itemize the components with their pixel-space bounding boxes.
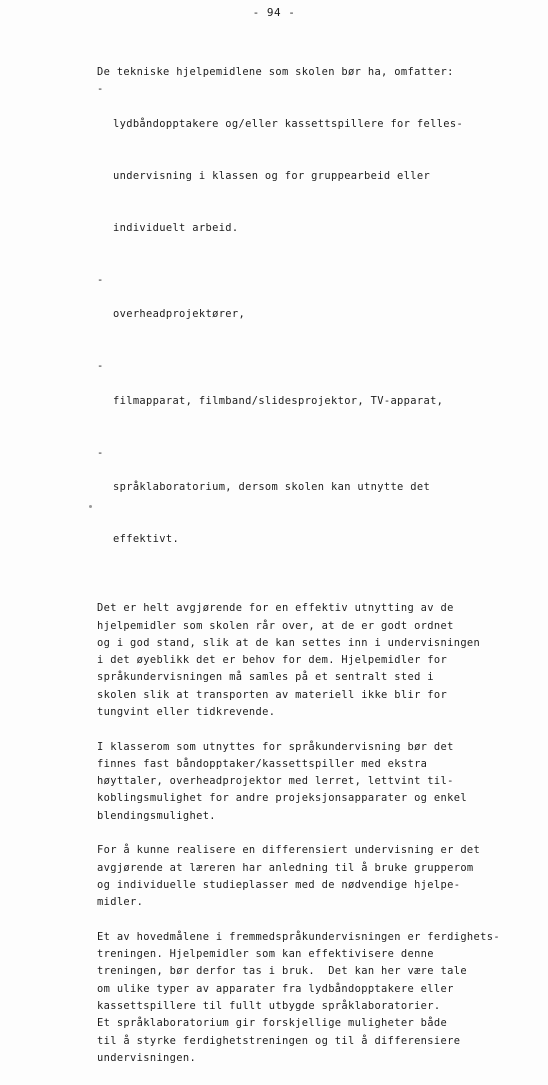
text-line: språklaboratorium, dersom skolen kan utnytte det: [113, 481, 431, 494]
text-line: effektivt.: [113, 533, 180, 546]
page-number: - 94 -: [252, 6, 296, 19]
text-line: og i god stand, slik at de kan settes inn i undervisningen: [97, 636, 481, 649]
text-line: treningen. Hjelpemidler som kan effektivisere denne: [97, 948, 434, 961]
bullet-dash: -: [97, 360, 104, 373]
intro-block: [97, 64, 525, 583]
paragraph: [97, 739, 525, 825]
bullet-dash: -: [97, 446, 104, 459]
text-line: I klasserom som utnyttes for språkundervisning bør det: [97, 740, 454, 753]
text-line: koblingsmulighet for andre projeksjonsapparater og enkel: [97, 792, 467, 805]
text-line: filmapparat, filmband/slidesprojektor, TV-apparat,: [113, 394, 444, 407]
text-line: høyttaler, overheadprojektor med lerret, lettvint til-: [97, 775, 454, 788]
intro-line: De tekniske hjelpemidlene som skolen bør ha, omfatter:: [97, 66, 454, 78]
text-line: til å styrke ferdighetstreningen og til å differensiere: [97, 1034, 461, 1047]
text-line: om ulike typer av apparater fra lydbåndopptakere eller: [97, 982, 454, 995]
margin-mark: [89, 505, 92, 508]
text-line: i det øyeblikk det er behov for dem. Hjelpemidler for: [97, 654, 448, 667]
text-line: undervisning i klassen og for gruppearbeid eller: [113, 169, 431, 182]
paragraph: [97, 929, 525, 1067]
text-line: treningen, bør derfor tas i bruk. Det kan her være tale: [97, 965, 467, 978]
text-line: avgjørende at læreren har anledning til å bruke grupperom: [97, 861, 474, 874]
text-line: overheadprojektører,: [113, 308, 246, 321]
text-line: Et av hovedmålene i fremmedspråkundervisningen er ferdighets-: [97, 930, 500, 943]
text-line: Et språklaboratorium gir forskjellige muligheter både: [97, 1017, 448, 1030]
text-line: For å kunne realisere en differensiert undervisning er det: [97, 844, 481, 857]
list-item: [97, 81, 525, 271]
text-line: språkundervisningen må samles på et sentralt sted i: [97, 671, 434, 684]
text-line: blendingsmulighet.: [97, 809, 216, 822]
text-line: lydbåndopptakere og/eller kassettspillere for felles-: [113, 117, 464, 130]
text-line: undervisningen.: [97, 1051, 197, 1064]
text-line: tungvint eller tidkrevende.: [97, 705, 276, 718]
text-line: og individuelle studieplasser med de nødvendige hjelpe-: [97, 878, 461, 891]
list-item: [97, 272, 525, 358]
bullet-dash: -: [97, 273, 104, 286]
text-line: kassettspillere til fullt utbygde språklaboratorier.: [97, 1000, 441, 1013]
bullet-dash: -: [97, 83, 104, 96]
list-item: [97, 445, 525, 583]
document-body: [97, 64, 525, 1085]
list-item: [97, 358, 525, 444]
text-line: midler.: [97, 896, 144, 909]
text-line: finnes fast båndopptaker/kassettspiller med ekstra: [97, 757, 428, 770]
paragraph: [97, 842, 525, 911]
text-line: hjelpemidler som skolen rår over, at de er godt ordnet: [97, 619, 454, 632]
text-line: individuelt arbeid.: [113, 221, 239, 234]
text-line: Det er helt avgjørende for en effektiv utnytting av de: [97, 602, 454, 615]
text-line: skolen slik at transporten av materiell ikke blir for: [97, 688, 448, 701]
paragraph: [97, 600, 525, 721]
